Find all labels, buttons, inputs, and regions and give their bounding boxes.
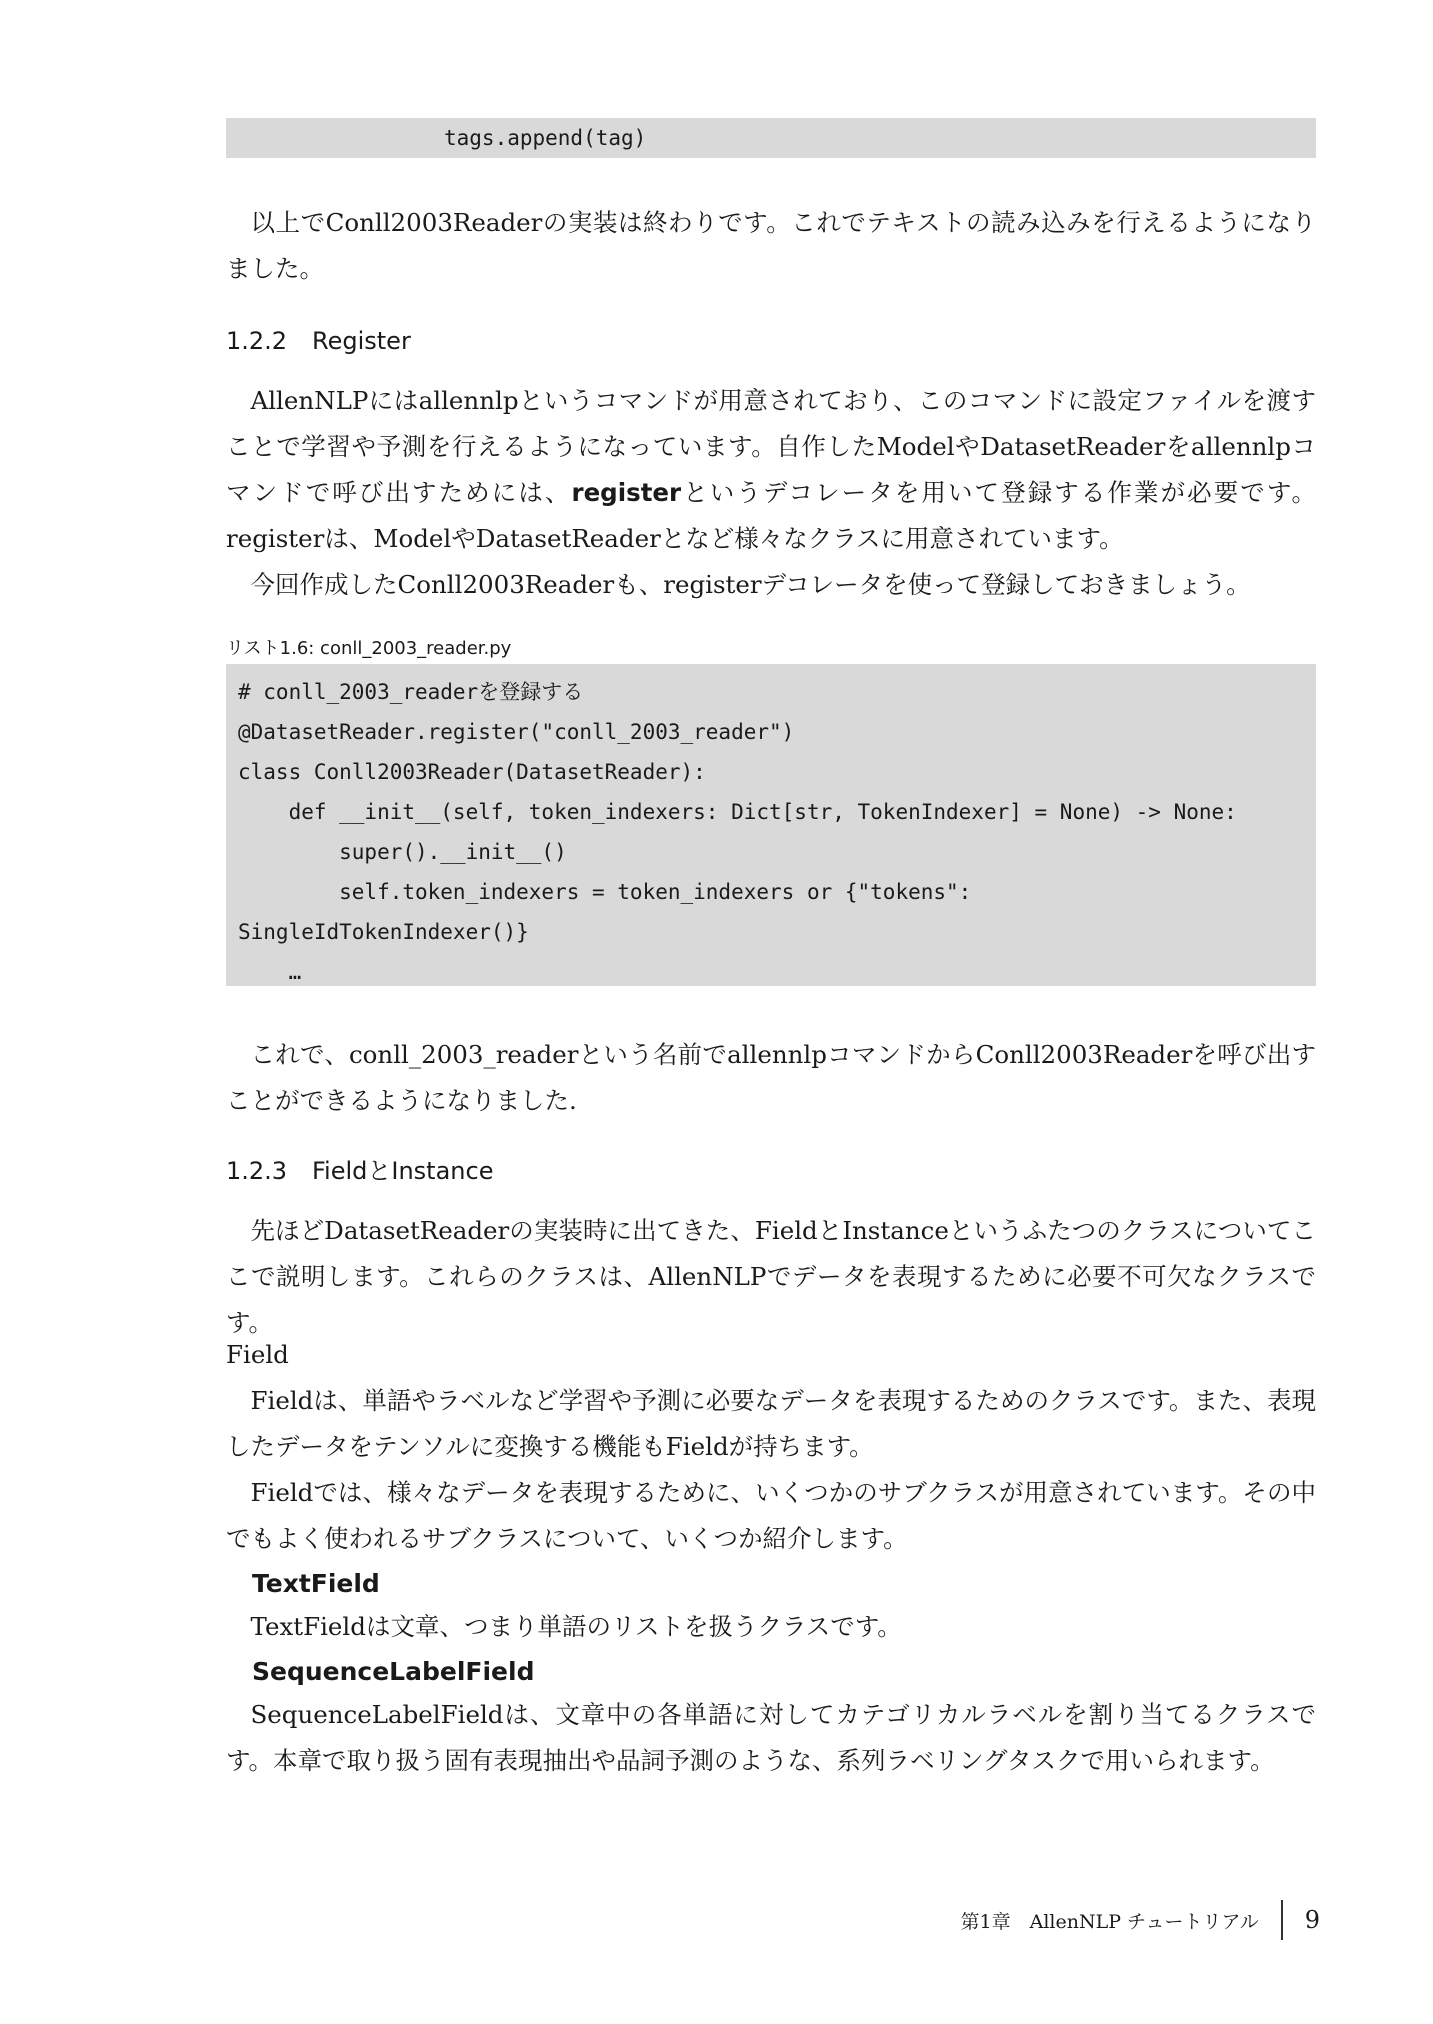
paragraph: これで、conll_2003_readerという名前でallennlpコマンドからConll2003Readerを呼び出すことができるようになりました. <box>226 1040 1316 1115</box>
paragraph: 以上でConll2003Readerの実装は終わりです。これでテキストの読み込みを行えるようになりました。 <box>226 208 1316 283</box>
section-heading-1-2-3 <box>226 1156 1316 1186</box>
paragraph: 先ほどDatasetReaderの実装時に出てきた、FieldとInstanceというふたつのクラスについてここで説明します。これらのクラスは、AllenNLPでデータを表現するために必要不可欠なクラスです。 <box>226 1216 1316 1337</box>
paragraph: 今回作成したConll2003Readerも、registerデコレータを使って登録しておきましょう。 <box>250 570 1251 599</box>
code-block-top <box>226 118 1316 158</box>
footer-divider <box>1281 1900 1283 1940</box>
code-line: # conll_2003_readerを登録する <box>238 680 584 704</box>
paragraph: TextFieldは文章、つまり単語のリストを扱うクラスです。 <box>250 1612 902 1641</box>
section-title: FieldとInstance <box>312 1157 494 1185</box>
paragraph: Fieldは、単語やラベルなど学習や予測に必要なデータを表現するためのクラスです。また、表現したデータをテンソルに変換する機能もFieldが持ちます。 <box>226 1386 1316 1461</box>
field-section <box>226 1332 1316 1784</box>
section-heading-1-2-2 <box>226 326 1316 356</box>
code-line: tags.append(tag) <box>444 126 647 150</box>
code-listing <box>226 664 1316 986</box>
page-footer <box>900 1900 1320 1940</box>
sequencelabelfield-heading: SequenceLabelField <box>252 1657 535 1686</box>
code-line: SingleIdTokenIndexer()} <box>238 920 529 944</box>
field-label: Field <box>226 1340 289 1369</box>
code-line: @DatasetReader.register("conll_2003_reader") <box>238 720 795 744</box>
code-line: def __init__(self, token_indexers: Dict[str, TokenIndexer] = None) -> None: <box>238 800 1237 824</box>
section-title: Register <box>312 327 411 355</box>
paragraph: Fieldでは、様々なデータを表現するために、いくつかのサブクラスが用意されています。その中でもよく使われるサブクラスについて、いくつか紹介します。 <box>226 1478 1316 1553</box>
code-line: super().__init__() <box>238 840 567 864</box>
paragraph <box>226 378 1316 562</box>
code-line: class Conll2003Reader(DatasetReader): <box>238 760 706 784</box>
page-number: 9 <box>1304 1906 1320 1934</box>
section-number: 1.2.3 <box>226 1157 288 1185</box>
code-line: … <box>238 960 302 984</box>
chapter-title: 第1章 AllenNLP チュートリアル <box>960 1910 1259 1933</box>
section-number: 1.2.2 <box>226 327 288 355</box>
textfield-heading: TextField <box>252 1569 380 1598</box>
register-paragraphs <box>226 378 1316 608</box>
paragraph-text: AllenNLPにはallennlpというコマンドが用意されており、このコマンドに設定ファイルを渡すことで学習や予測を行えるようになっています。自作したModelやDatasetReaderをallennlpコマンドで呼び出すためには、 <box>226 386 1316 507</box>
code-line: self.token_indexers = token_indexers or {"tokens": <box>238 880 972 904</box>
bold-term: register <box>571 478 682 507</box>
listing-caption: リスト1.6: conll_2003_reader.py <box>226 638 512 659</box>
paragraph: SequenceLabelFieldは、文章中の各単語に対してカテゴリカルラベルを割り当てるクラスです。本章で取り扱う固有表現抽出や品詞予測のような、系列ラベリングタスクで用いられます。 <box>226 1700 1316 1775</box>
paragraph-text: というデコレータを用いて登録する作業が必要です。registerは、ModelやDatasetReaderとなど様々なクラスに用意されています。 <box>226 478 1316 553</box>
